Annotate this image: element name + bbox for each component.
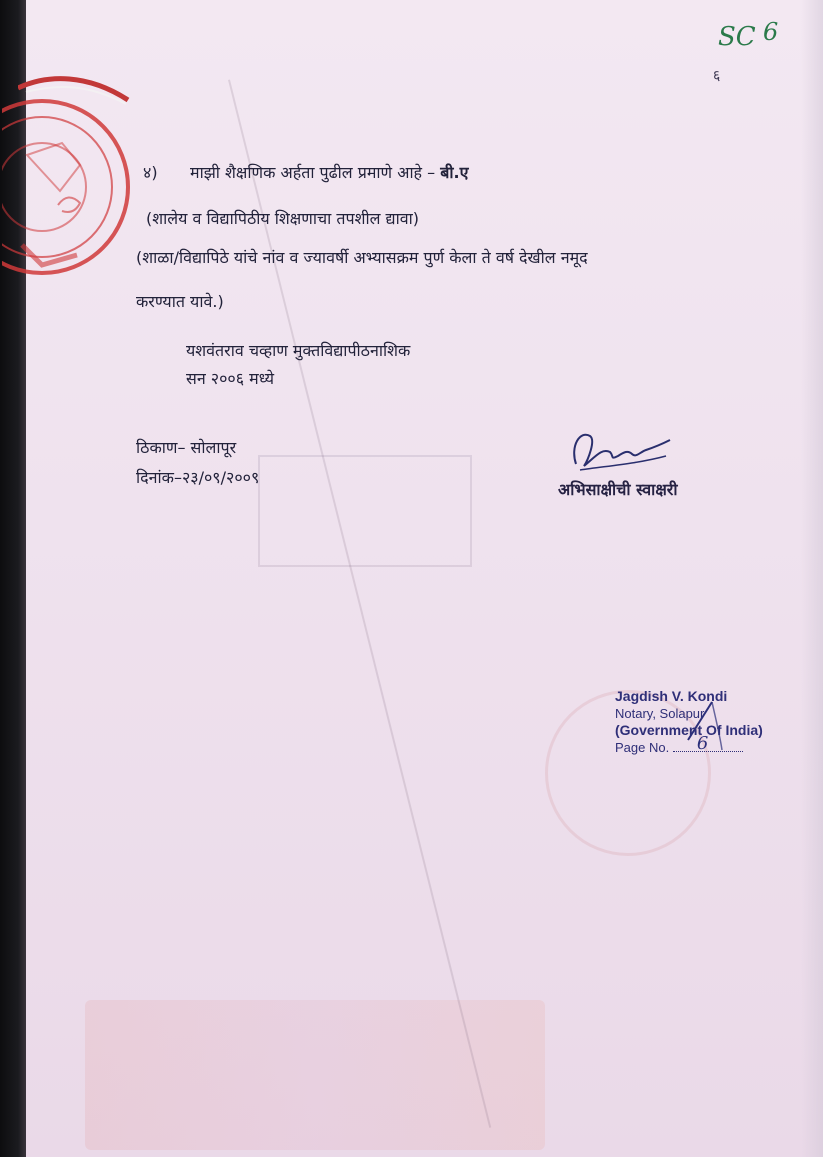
notary-name: Jagdish V. Kondi (615, 688, 728, 704)
instruction-line-1: (शालेय व विद्यापिठीय शिक्षणाचा तपशील द्यावा) (146, 209, 420, 228)
scanner-edge-right (801, 0, 823, 1157)
signature-label: अभिसाक्षीची स्वाक्षरी (558, 480, 678, 499)
show-through-box (258, 455, 472, 567)
item-number: ४) (143, 163, 158, 182)
handwritten-page-mark: SC (718, 22, 756, 52)
fold-crease (228, 80, 491, 1128)
staple-pin (18, 70, 130, 106)
instruction-line-2: (शाळा/विद्यापिठे यांचे नांव व ज्यावर्षी अभ्यासक्रम पुर्ण केला ते वर्ष देखील नमूद (136, 248, 588, 267)
notary-page-number: 6 (696, 733, 709, 754)
completion-year: सन २००६ मध्ये (186, 369, 275, 388)
page-number: ६ (713, 68, 721, 84)
notary-signature-stroke (660, 700, 780, 760)
instruction-line-3: करण्यात यावे.) (136, 292, 224, 311)
qualification-line (190, 161, 468, 183)
notary-page-label: Page No. (615, 740, 670, 755)
notary-government: (Government Of India) (615, 722, 763, 738)
date-field: दिनांक–२३/०९/२००९ (136, 468, 260, 487)
notary-location: Notary, Solapur (615, 706, 705, 721)
government-seal (2, 95, 132, 280)
place-field: ठिकाण– सोलापूर (136, 438, 237, 457)
qualification-value: बी.ए (440, 163, 469, 182)
university-name: यशवंतराव चव्हाण मुक्तविद्यापीठनाशिक (186, 341, 411, 360)
handwritten-page-number: 6 (763, 18, 779, 46)
qualification-prompt: माझी शैक्षणिक अर्हता पुढील प्रमाणे आहे – (190, 163, 436, 182)
signature-scribble (566, 426, 676, 476)
